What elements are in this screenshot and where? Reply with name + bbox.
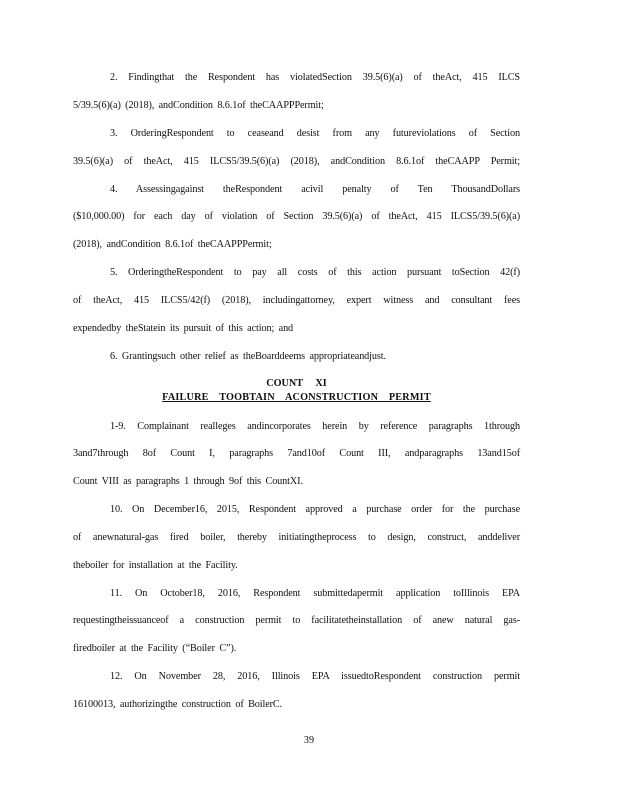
paragraph-10-line-1: 10. On December16, 2015, Respondent approved a purchase order for the purchase (110, 504, 520, 515)
paragraph-10-line-2: of anewnatural-gas fired boiler, thereby initiatingtheprocess to design, construct, anddeliver (73, 532, 520, 543)
paragraph-12-line-1: 12. On November 28, 2016, Illinois EPA issuedtoRespondent construction permit (110, 671, 520, 682)
paragraph-6-line-1: 6. Grantingsuch other relief as theBoarddeems appropriateandjust. (110, 351, 386, 362)
paragraph-1-9-line-3: Count VIII as paragraphs 1 through 9of this CountXI. (73, 476, 303, 487)
paragraph-4-line-1: 4. Assessingagainst theRespondent acivil penalty of Ten ThousandDollars (110, 184, 520, 195)
paragraph-3-line-1: 3. OrderingRespondent to ceaseand desist from any futureviolations of Section (110, 128, 520, 139)
page-number: 39 (303, 735, 315, 746)
paragraph-4-line-2: ($10,000.00) for each day of violation of Section 39.5(6)(a) of theAct, 415 ILCS5/39.5(6)(a) (73, 211, 520, 222)
paragraph-5-line-1: 5. OrderingtheRespondent to pay all costs of this action pursuant toSection 42(f) (110, 267, 520, 278)
paragraph-10-line-3: theboiler for installation at the Facility. (73, 560, 238, 571)
paragraph-11-line-1: 11. On October18, 2016, Respondent submittedapermit application toIllinois EPA (110, 588, 520, 599)
paragraph-4-line-3: (2018), andCondition 8.6.1of theCAAPPPermit; (73, 239, 272, 250)
count-subtitle: FAILURE TOOBTAIN ACONSTRUCTION PERMIT (162, 392, 431, 403)
paragraph-1-9-line-2: 3and7through 8of Count I, paragraphs 7and10of Count III, andparagraphs 13and15of (73, 448, 520, 459)
paragraph-5-line-2: of theAct, 415 ILCS5/42(f) (2018), includingattorney, expert witness and consultant fees (73, 295, 520, 306)
paragraph-3-line-2: 39.5(6)(a) of theAct, 415 ILCS5/39.5(6)(a) (2018), andCondition 8.6.1of theCAAPP Permit; (73, 156, 520, 167)
paragraph-2-line-2: 5/39.5(6)(a) (2018), andCondition 8.6.1of theCAAPPPermit; (73, 100, 324, 111)
paragraph-11-line-3: firedboiler at the Facility (“Boiler C”). (73, 643, 237, 654)
paragraph-11-line-2: requestingtheissuanceof a construction permit to facilitatetheinstallation of anew natural gas- (73, 615, 520, 626)
paragraph-12-line-2: 16100013, authorizingthe construction of BoilerC. (73, 699, 283, 710)
paragraph-5-line-3: expendedby theStatein its pursuit of this action; and (73, 323, 294, 334)
paragraph-1-9-line-1: 1-9. Complainant realleges andincorporates herein by reference paragraphs 1through (110, 421, 520, 432)
paragraph-2-line-1: 2. Findingthat the Respondent has violatedSection 39.5(6)(a) of theAct, 415 ILCS (110, 72, 520, 83)
count-title: COUNT XI (266, 378, 327, 389)
